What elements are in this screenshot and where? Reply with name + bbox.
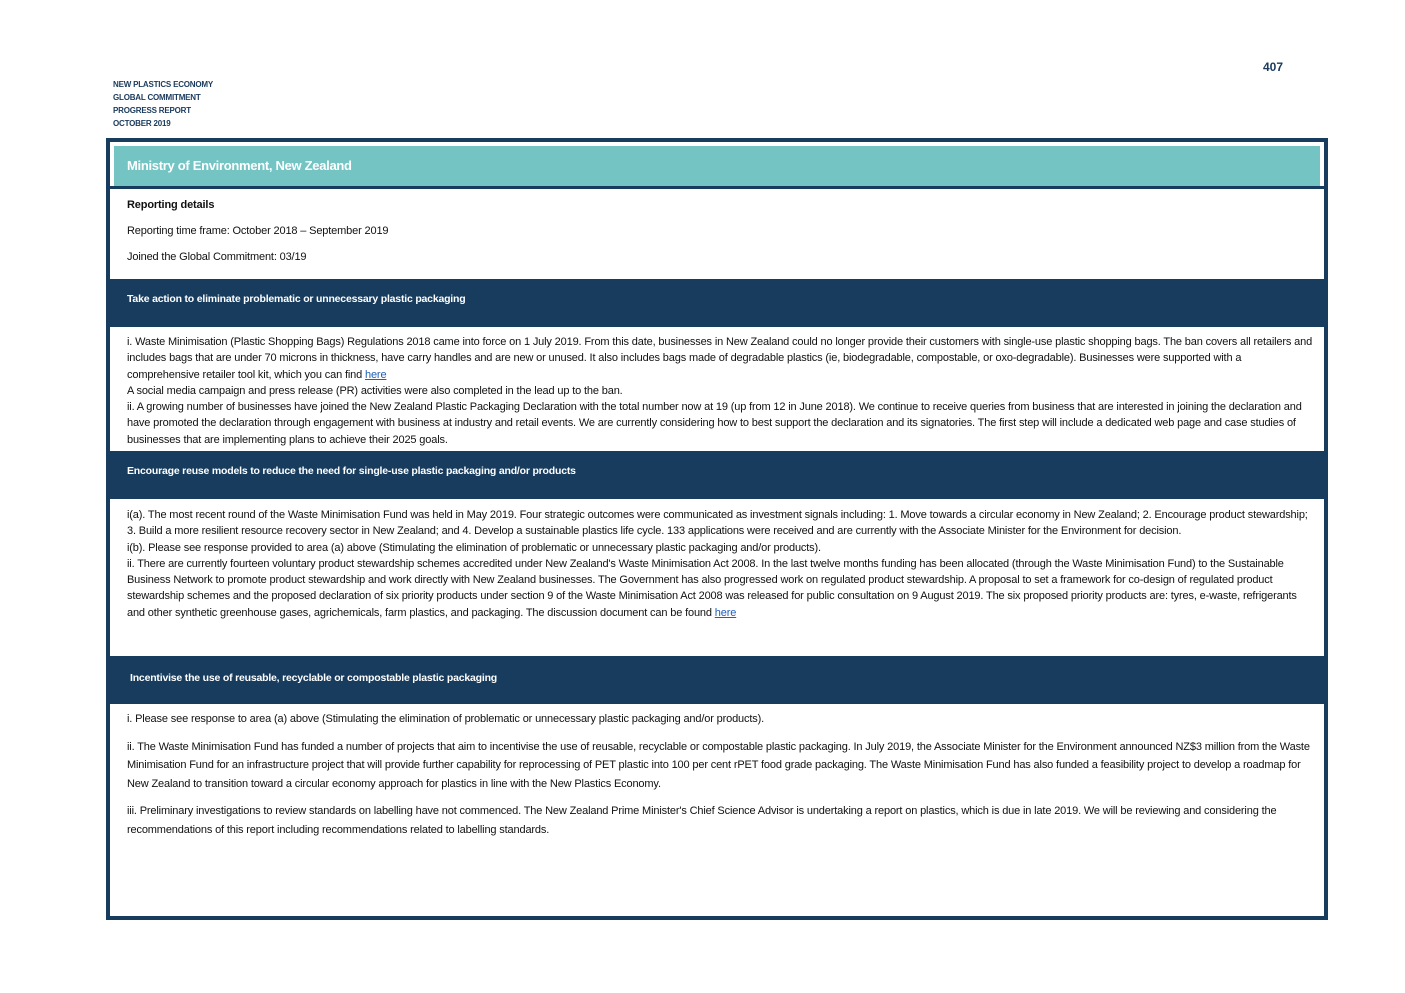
paragraph: i(a). The most recent round of the Waste Minimisation Fund was held in May 2019. Four strategic outcomes were communicated as investment signals including: 1. Move towards a circular economy in New Zealand; 2. Encourage product stewardship; 3. Build a more resilient resource recovery sector in New Zealand; and 4. Develop a sustainable plastics life cycle. 133 applications were received and are currently with the Associate Minister for the Environment for decision.	[127, 509, 1308, 538]
report-header-line: GLOBAL COMMITMENT	[113, 93, 201, 102]
section-title: Take action to eliminate problematic or unnecessary plastic packaging	[127, 293, 466, 305]
divider	[110, 186, 1324, 189]
reporting-details	[127, 197, 1314, 275]
paragraph: ii. The Waste Minimisation Fund has funded a number of projects that aim to incentivise the use of reusable, recyclable or compostable plastic packaging. In July 2019, the Associate Minister for the Environment announced NZ$3 million from the Waste Minimisation Fund for an infrastructure project that will provide further capability for reprocessing of PET plastic into 100 per cent rPET food grade packaging. The Waste Minimisation Fund has also funded a feasibility project to develop a roadmap for New Zealand to transition toward a circular economy approach for plastics in line with the New Plastics Economy.	[127, 740, 1310, 790]
here-link[interactable]: here	[714, 606, 737, 619]
section-body	[127, 334, 1314, 448]
report-header-line: PROGRESS REPORT	[113, 106, 191, 115]
section-body	[127, 507, 1314, 621]
joined-date: Joined the Global Commitment: 03/19	[127, 251, 307, 263]
paragraph: i. Please see response to area (a) above (Stimulating the elimination of problematic or unnecessary plastic packaging and/or products).	[127, 713, 765, 725]
reporting-heading: Reporting details	[127, 199, 215, 211]
report-card	[106, 138, 1328, 920]
here-link[interactable]: here	[365, 368, 387, 381]
section-title: Incentivise the use of reusable, recyclable or compostable plastic packaging	[130, 672, 498, 684]
section-header	[110, 656, 1324, 704]
paragraph: i(b). Please see response provided to area (a) above (Stimulating the elimination of problematic or unnecessary plastic packaging and/or products).	[127, 541, 821, 554]
paragraph-text: ii. There are currently fourteen voluntary product stewardship schemes accredited under New Zealand's Waste Minimisation Act 2008. In the last twelve months funding has been allocated (through the Waste Minimisation Fund) to the Sustainable Business Network to promote product stewardship and work directly with New Zealand businesses. The Government has also progressed work on regulated product stewardship. A proposal to set a framework for co-design of regulated product stewardship schemes and the proposed declaration of six priority products under section 9 of the Waste Minimisation Act 2008 was released for public consultation on 9 August 2019. The six proposed priority products are: tyres, e-waste, refrigerants and other synthetic greenhouse gases, agrichemicals, farm plastics, and packaging. The discussion document can be found	[127, 557, 1297, 619]
paragraph	[127, 556, 1314, 621]
organization-title: Ministry of Environment, New Zealand	[127, 158, 352, 173]
section-title: Encourage reuse models to reduce the need for single-use plastic packaging and/or products	[127, 465, 576, 477]
report-header-line: NEW PLASTICS ECONOMY	[113, 80, 214, 89]
report-header-line: OCTOBER 2019	[113, 119, 171, 128]
paragraph: A social media campaign and press release (PR) activities were also completed in the lead up to the ban.	[127, 384, 623, 397]
section-header	[110, 451, 1324, 499]
reporting-time-frame: Reporting time frame: October 2018 – September 2019	[127, 225, 389, 237]
page-number: 407	[1263, 60, 1284, 74]
report-header	[113, 78, 213, 130]
section-header	[110, 279, 1324, 327]
paragraph	[127, 334, 1314, 383]
paragraph-text: i. Waste Minimisation (Plastic Shopping Bags) Regulations 2018 came into force on 1 July 2019. From this date, businesses in New Zealand could no longer provide their customers with single-use plastic shopping bags. The ban covers all retailers and includes bags that are under 70 microns in thickness, have carry handles and are new or unused. It also includes bags made of degradable plastics (ie, biodegradable, compostable, or oxo-degradable). Businesses were supported with a comprehensive retailer tool kit, which you can find	[127, 336, 1313, 381]
organization-bar	[114, 146, 1320, 186]
paragraph: ii. A growing number of businesses have joined the New Zealand Plastic Packaging Declaration with the total number now at 19 (up from 12 in June 2018). We continue to receive queries from business that are interested in joining the declaration and have promoted the declaration through engagement with business at industry and retail events. We are currently considering how to best support the declaration and its signatories. The first step will include a dedicated web page and case studies of businesses that are implementing plans to achieve their 2025 goals.	[127, 401, 1302, 446]
section-body	[127, 710, 1314, 848]
paragraph: iii. Preliminary investigations to review standards on labelling have not commenced. The New Zealand Prime Minister's Chief Science Advisor is undertaking a report on plastics, which is due in late 2019. We will be reviewing and considering the recommendations of this report including recommendations related to labelling standards.	[127, 805, 1277, 836]
